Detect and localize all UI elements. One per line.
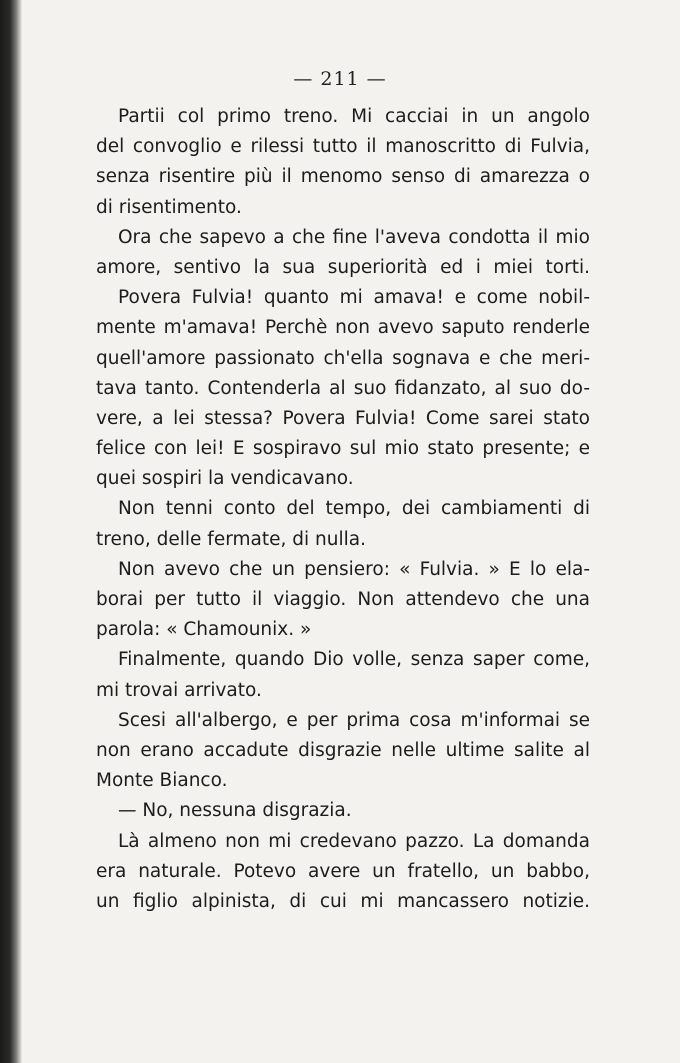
body-text <box>96 102 590 917</box>
text-line: mente m'amava! Perchè non avevo saputo renderle <box>96 317 590 339</box>
text-line: del convoglio e rilessi tutto il manoscritto di Fulvia, <box>96 136 590 158</box>
page-number: — 211 — <box>293 68 387 90</box>
text-line: senza risentire più il menomo senso di amarezza o <box>96 166 590 188</box>
text-line: tava tanto. Contenderla al suo fidanzato, al suo do- <box>96 377 590 399</box>
text-line: Non tenni conto del tempo, dei cambiamenti di <box>118 498 590 520</box>
text-line: quei sospiri la vendicavano. <box>96 468 354 490</box>
text-line: felice con lei! E sospiravo sul mio stato presente; e <box>96 438 590 460</box>
text-line: Finalmente, quando Dio volle, senza saper come, <box>118 649 590 671</box>
text-line: — No, nessuna disgrazia. <box>118 800 352 822</box>
text-line: mi trovai arrivato. <box>96 679 262 701</box>
text-line: quell'amore passionato ch'ella sognava e che meri- <box>96 347 590 369</box>
text-line: parola: « Chamounix. » <box>96 619 312 641</box>
text-line: di risentimento. <box>96 196 242 218</box>
text-line: vere, a lei stessa? Povera Fulvia! Come sarei stato <box>96 407 590 429</box>
text-line: Là almeno non mi credevano pazzo. La domanda <box>118 830 590 852</box>
text-line: Non avevo che un pensiero: « Fulvia. » E lo ela- <box>118 558 590 580</box>
text-line: borai per tutto il viaggio. Non attendevo che una <box>96 589 590 610</box>
text-line: un figlio alpinista, di cui mi mancassero notizie. <box>96 890 590 912</box>
text-line: amore, sentivo la sua superiorità ed i miei torti. <box>96 256 590 278</box>
text-line: Monte Bianco. <box>96 770 228 792</box>
text-line: era naturale. Potevo avere un fratello, un babbo, <box>96 860 590 882</box>
book-spine-shadow <box>0 0 22 1063</box>
text-line: non erano accadute disgrazie nelle ultime salite al <box>96 739 590 761</box>
text-line: Povera Fulvia! quanto mi amava! e come nobil- <box>118 287 590 309</box>
text-line: Partii col primo treno. Mi cacciai in un angolo <box>118 106 590 127</box>
text-line: Ora che sapevo a che fine l'aveva condotta il mio <box>118 226 590 248</box>
text-line: treno, delle fermate, di nulla. <box>96 528 366 550</box>
text-line: Scesi all'albergo, e per prima cosa m'informai se <box>118 709 590 731</box>
